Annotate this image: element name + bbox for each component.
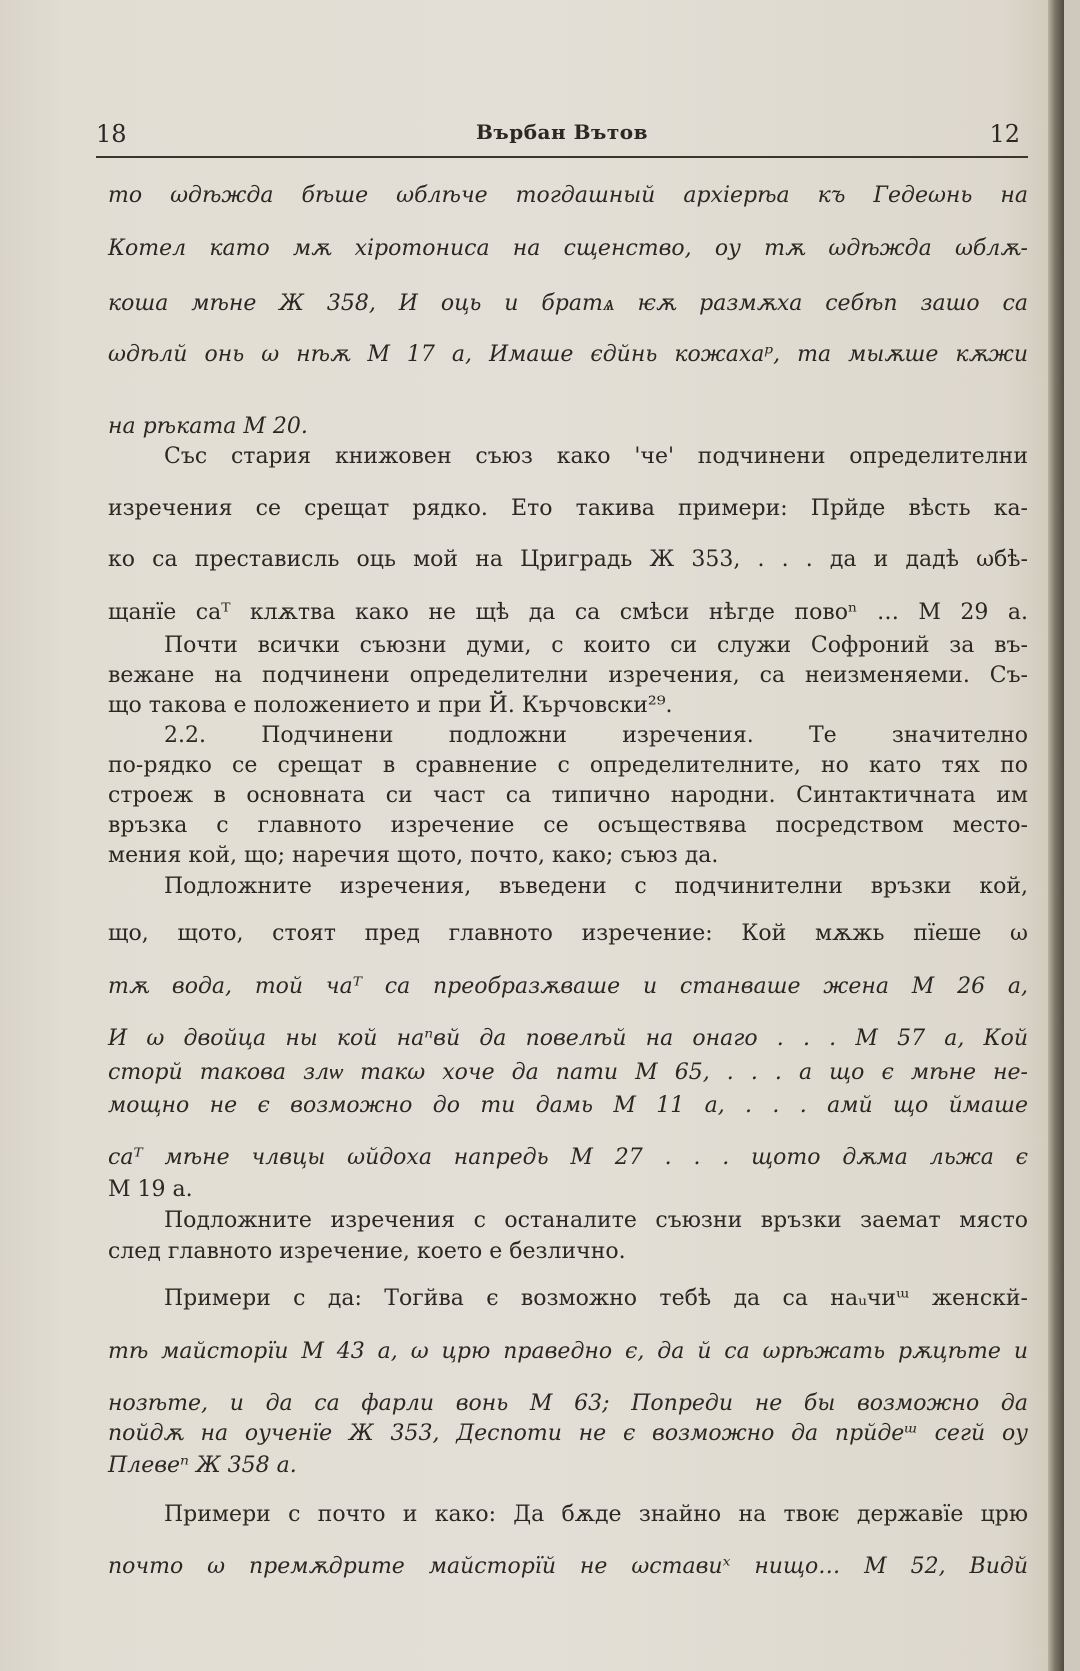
text-line: нозѣте, и да са фарли вонь М 63; Попреди не бы возможно да — [108, 1391, 1028, 1416]
text-line: Почти всички съюзни думи, с които си служи Софроний за въ- — [164, 633, 1028, 658]
text-line: по-рядко се срещат в сравнение с определителните, но като тях по — [108, 753, 1028, 778]
page-number-left: 18 — [96, 120, 127, 148]
text-line: Котел като мѫ хіротониса на сщенство, оу тѫ ωдѣжда ωблѫ- — [108, 236, 1028, 261]
text-line: мощно не є возможно до ти дамь М 11 а, . . . амй що ймаше — [108, 1093, 1028, 1118]
text-line: Подложните изречения, въведени с подчинителни връзки кой, — [164, 874, 1028, 899]
text-line: Примери с почто и како: Да бѫде знайно на твоѥ державїе црю — [164, 1502, 1028, 1527]
text-line: ко са престависль оць мой на Цриградь Ж 353, . . . да и дадѣ ωбѣ- — [108, 547, 1028, 572]
text-line: Плевеⁿ Ж 358 а. — [108, 1453, 297, 1478]
text-line: щанїе саᵀ клѫтва како не щѣ да са смѣси нѣгде повоⁿ … М 29 а. — [108, 600, 1028, 625]
text-line: мения кой, що; наречия щото, почто, како; съюз да. — [108, 843, 719, 868]
text-line: изречения се срещат рядко. Ето такива примери: Прйде вѣсть ка- — [108, 496, 1028, 521]
text-line: саᵀ мѣне члвцы ωйдоха напредь М 27 . . . щото дѫма льжа є — [108, 1145, 1028, 1170]
text-line: ωдѣлй онь ω нѣѫ М 17 а, Имаше єдйнь кожахаᵖ, та мыѫше кѫжи — [108, 342, 1028, 367]
text-line: сторй такова злѡ такω хоче да пати М 65, . . . а що є мѣне не- — [108, 1060, 1028, 1085]
text-line: Подложните изречения с останалите съюзни връзки заемат място — [164, 1208, 1028, 1233]
text-line: що, щото, стоят пред главното изречение: Кой мѫжь пїеше ω — [108, 921, 1028, 946]
text-line: М 19 а. — [108, 1177, 193, 1202]
page-number-right: 12 — [989, 120, 1020, 148]
text-line: И ω двойца ны кой наⁿвй да повелѣй на онаго . . . М 57 а, Кой — [108, 1026, 1028, 1051]
text-line: тѣ майсторїи М 43 а, ω црю праведно є, да й са ωрѣжать рѫцѣте и — [108, 1339, 1028, 1364]
text-line: на рѣката М 20. — [108, 414, 308, 439]
text-line: то ωдѣжда бѣше ωблѣче тогдашный архіерѣа къ Гедеωнь на — [108, 183, 1028, 208]
section-heading-line: 2.2. Подчинени подложни изречения. Те значително — [164, 723, 1028, 748]
text-line: след главното изречение, което е безлично. — [108, 1239, 626, 1264]
text-line: що такова е положението и при Й. Кърчовски²⁹. — [108, 693, 673, 718]
running-header — [96, 120, 1028, 158]
text-line: почто ω премѫдрите майсторїй не ωставиˣ нищо… М 52, Видй — [108, 1554, 1028, 1579]
text-line: връзка с главното изречение се осъществява посредством место- — [108, 813, 1028, 838]
text-line: коша мѣне Ж 358, И оць и братѧ ѥѫ размѫха себѣп зашо са — [108, 291, 1028, 316]
text-line: Примери с да: Тогйва є возможно тебѣ да са наᵤчиᵚ женскй- — [164, 1286, 1028, 1311]
text-line: строеж в основната си част са типично народни. Синтактичната им — [108, 783, 1028, 808]
book-spine-edge — [1048, 0, 1064, 1671]
text-line: вежане на подчинени определителни изречения, са неизменяеми. Съ- — [108, 663, 1028, 688]
text-line: пойдѫ на оученїе Ж 353, Деспоти не є возможно да прйдеᵚ сегй оу — [108, 1421, 1028, 1446]
text-line: тѫ вода, той чаᵀ са преобразѫваше и станваше жена М 26 а, — [108, 974, 1028, 999]
text-line: Със стария книжовен съюз како 'че' подчинени определителни — [164, 444, 1028, 469]
running-title: Върбан Вътов — [475, 120, 648, 144]
